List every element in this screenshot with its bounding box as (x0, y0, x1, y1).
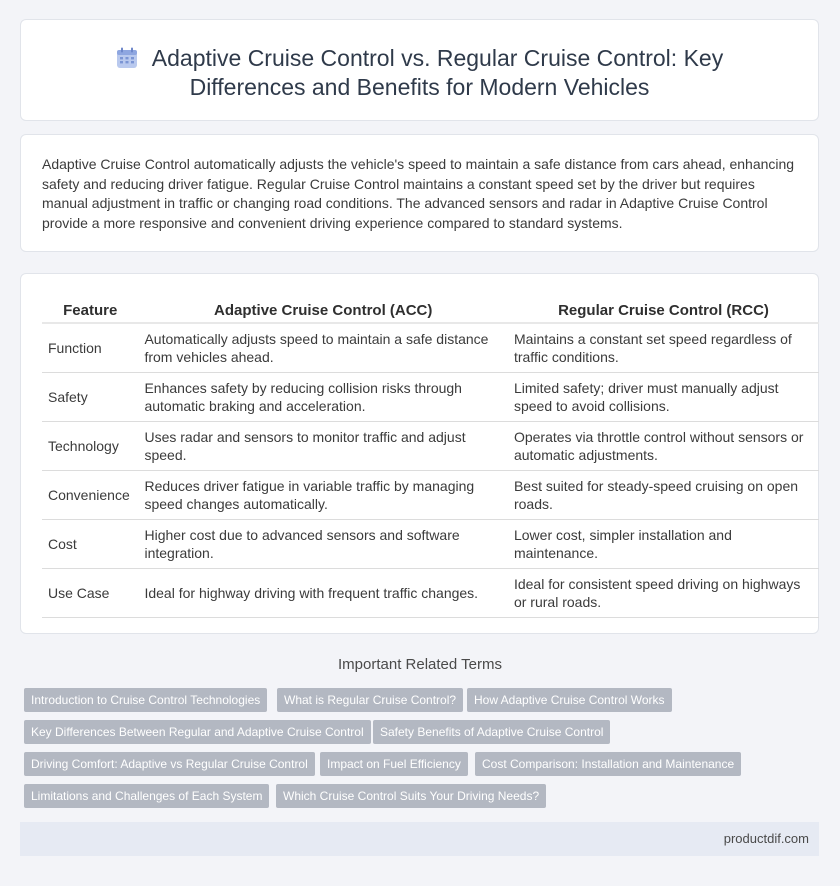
rcc-cell: Best suited for steady-speed cruising on open roads. (508, 471, 819, 520)
related-tag[interactable]: Impact on Fuel Efficiency (320, 752, 468, 776)
rcc-cell: Lower cost, simpler installation and maintenance. (508, 520, 819, 569)
related-tag[interactable]: Which Cruise Control Suits Your Driving Needs? (276, 784, 546, 808)
related-tag[interactable]: How Adaptive Cruise Control Works (467, 688, 672, 712)
feature-cell: Technology (42, 422, 138, 471)
table-row (42, 422, 819, 471)
table-row (42, 324, 819, 373)
related-tag[interactable]: What is Regular Cruise Control? (277, 688, 463, 712)
acc-cell: Uses radar and sensors to monitor traffic and adjust speed. (138, 422, 508, 471)
footer-bar (20, 822, 819, 856)
table-row (42, 520, 819, 569)
intro-card (20, 134, 819, 252)
feature-cell: Use Case (42, 569, 138, 618)
related-terms-title: Important Related Terms (338, 656, 502, 673)
intro-text: Adaptive Cruise Control automatically adjusts the vehicle's speed to maintain a safe distance from cars ahead, enhancing safety and reducing driver fatigue. Regular Cruise Control maintains a constant speed set by the driver but requires manual adjustment in traffic or changing road conditions. The advanced sensors and radar in Adaptive Cruise Control provide a more responsive and convenient driving experience compared to standard systems. (42, 156, 795, 231)
comparison-table (42, 294, 819, 618)
table-row (42, 373, 819, 422)
table-row (42, 569, 819, 618)
acc-cell: Automatically adjusts speed to maintain a safe distance from vehicles ahead. (138, 324, 508, 373)
page-title (21, 44, 818, 102)
related-tag[interactable]: Driving Comfort: Adaptive vs Regular Cruise Control (24, 752, 315, 776)
feature-cell: Safety (42, 373, 138, 422)
header-rcc: Regular Cruise Control (RCC) (508, 294, 819, 324)
title-line-1: Adaptive Cruise Control vs. Regular Cruise Control: Key (151, 45, 724, 71)
related-tag[interactable]: Cost Comparison: Installation and Maintenance (475, 752, 741, 776)
table-row (42, 471, 819, 520)
related-tag[interactable]: Key Differences Between Regular and Adaptive Cruise Control (24, 720, 371, 744)
rcc-cell: Ideal for consistent speed driving on highways or rural roads. (508, 569, 819, 618)
related-tag[interactable]: Safety Benefits of Adaptive Cruise Control (373, 720, 610, 744)
footer-site[interactable]: productdif.com (723, 831, 809, 846)
related-tag[interactable]: Limitations and Challenges of Each System (24, 784, 269, 808)
acc-cell: Ideal for highway driving with frequent traffic changes. (138, 569, 508, 618)
table-header-row (42, 294, 819, 324)
related-tag[interactable]: Introduction to Cruise Control Technologies (24, 688, 267, 712)
acc-cell: Reduces driver fatigue in variable traffic by managing speed changes automatically. (138, 471, 508, 520)
acc-cell: Higher cost due to advanced sensors and software integration. (138, 520, 508, 569)
header-feature: Feature (42, 294, 138, 324)
feature-cell: Function (42, 324, 138, 373)
title-card (20, 19, 819, 121)
feature-cell: Convenience (42, 471, 138, 520)
acc-cell: Enhances safety by reducing collision risks through automatic braking and acceleration. (138, 373, 508, 422)
calendar-icon (116, 47, 138, 69)
rcc-cell: Maintains a constant set speed regardless of traffic conditions. (508, 324, 819, 373)
feature-cell: Cost (42, 520, 138, 569)
rcc-cell: Limited safety; driver must manually adjust speed to avoid collisions. (508, 373, 819, 422)
title-line-2: Differences and Benefits for Modern Vehicles (189, 74, 650, 100)
rcc-cell: Operates via throttle control without sensors or automatic adjustments. (508, 422, 819, 471)
header-acc: Adaptive Cruise Control (ACC) (138, 294, 508, 324)
comparison-card (20, 273, 819, 634)
